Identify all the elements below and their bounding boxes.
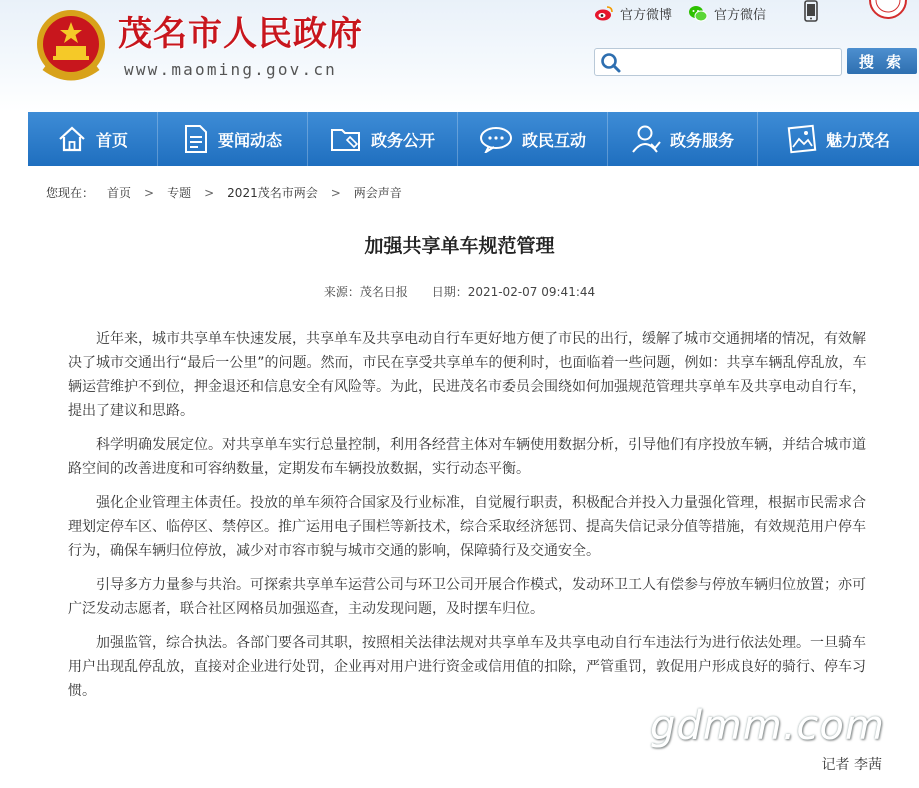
article-meta <box>0 283 919 300</box>
article-paragraph: 加强监管，综合执法。各部门要各司其职，按照相关法律法规对共享单车及共享电动自行车违法行为进行依法处理。一旦骑车用户出现乱停乱放，直接对企业进行处罚，企业再对用户进行资金或信用值的扣除，严管重罚，敦促用户形成良好的骑行、停车习惯。 <box>68 635 866 699</box>
breadcrumb-separator: > <box>204 185 215 200</box>
search-icon <box>600 52 622 74</box>
nav-item-services[interactable] <box>608 112 758 166</box>
nav-label: 政民互动 <box>521 130 586 150</box>
chat-icon <box>479 125 513 153</box>
article-byline: 记者 李茜 <box>821 757 882 773</box>
site-url: www.maoming.gov.cn <box>124 60 337 79</box>
search-box <box>594 48 842 76</box>
breadcrumb-voices[interactable]: 两会声音 <box>353 186 402 200</box>
seal-badge-icon[interactable] <box>858 0 918 20</box>
breadcrumb-home[interactable]: 首页 <box>107 186 132 200</box>
nav-label: 魅力茂名 <box>825 130 890 150</box>
nav-item-news[interactable] <box>158 112 308 166</box>
breadcrumb-two-sessions[interactable]: 2021茂名市两会 <box>227 186 318 200</box>
nav-label: 政务服务 <box>669 130 734 150</box>
article-title: 加强共享单车规范管理 <box>364 235 555 257</box>
article-date: 日期：2021-02-07 09:41:44 <box>431 285 596 299</box>
mobile-phone-icon[interactable] <box>804 0 818 22</box>
user-icon <box>631 124 661 154</box>
breadcrumb-separator: > <box>144 185 155 200</box>
image-icon <box>787 124 817 154</box>
breadcrumb-prefix: 您现在： <box>46 186 95 200</box>
site-header <box>0 0 919 112</box>
article-paragraph: 引导多方力量参与共治。可探索共享单车运营公司与环卫公司开展合作模式，发动环卫工人有偿参与停放车辆归位放置；亦可广泛发动志愿者，联合社区网格员加强巡查，主动发现问题，及时摆车归位。 <box>68 577 866 617</box>
nav-label: 首页 <box>95 130 128 150</box>
social-links <box>594 2 782 24</box>
wechat-icon <box>688 5 708 22</box>
article-source: 来源：茂名日报 <box>323 285 408 299</box>
weibo-label: 官方微博 <box>620 7 673 23</box>
breadcrumb-separator: > <box>330 185 341 200</box>
site-title[interactable]: 茂名市人民政府 <box>118 14 363 54</box>
nav-item-gov-affairs[interactable] <box>308 112 458 166</box>
document-icon <box>183 124 209 154</box>
national-emblem-icon <box>34 8 108 84</box>
nav-item-interaction[interactable] <box>458 112 608 166</box>
nav-item-charm[interactable] <box>758 112 919 166</box>
article-paragraph: 近年来，城市共享单车快速发展，共享单车及共享电动自行车更好地方便了市民的出行，缓解了城市交通拥堵的情况，有效解决了城市交通出行“最后一公里”的问题。然而，市民在享受共享单车的便利时，也面临着一些问题，例如：共享车辆乱停乱放，车辆运营维护不到位，押金退还和信息安全有风险等。为此，民进茂名市委员会围绕如何加强规范管理共享单车及共享电动自行车，提出了建议和思路。 <box>68 331 867 419</box>
article-body <box>68 327 874 713</box>
nav-label: 政务公开 <box>370 130 435 150</box>
nav-label: 要闻动态 <box>217 130 282 150</box>
wechat-label: 官方微信 <box>714 7 767 23</box>
wechat-link[interactable] <box>688 4 766 23</box>
breadcrumb-topic[interactable]: 专题 <box>167 186 192 200</box>
nav-item-home[interactable] <box>28 112 158 166</box>
article-paragraph: 科学明确发展定位。对共享单车实行总量控制，利用各经营主体对车辆使用数据分析，引导他们有序投放车辆，并结合城市道路空间的改善进度和可容纳数量，定期发布车辆投放数据，实行动态平衡。 <box>68 437 866 477</box>
search-button[interactable]: 搜 索 <box>847 48 917 74</box>
search-input[interactable] <box>625 52 835 72</box>
breadcrumb <box>46 184 402 201</box>
weibo-icon <box>594 5 614 21</box>
home-icon <box>57 125 87 153</box>
article-paragraph: 强化企业管理主体责任。投放的单车须符合国家及行业标准，自觉履行职责，积极配合并投入力量强化管理，根据市民需求合理划定停车区、临停区、禁停区。推广运用电子围栏等新技术，综合采取经济惩罚、提高失信记录分值等措施，有效规范用户停车行为，确保车辆归位停放，减少对市容市貌与城市交通的影响，保障骑行及交通安全。 <box>68 495 866 559</box>
main-nav <box>28 112 919 166</box>
folder-icon <box>330 125 362 153</box>
weibo-link[interactable] <box>594 4 672 23</box>
watermark: gdmm.com <box>650 703 885 749</box>
